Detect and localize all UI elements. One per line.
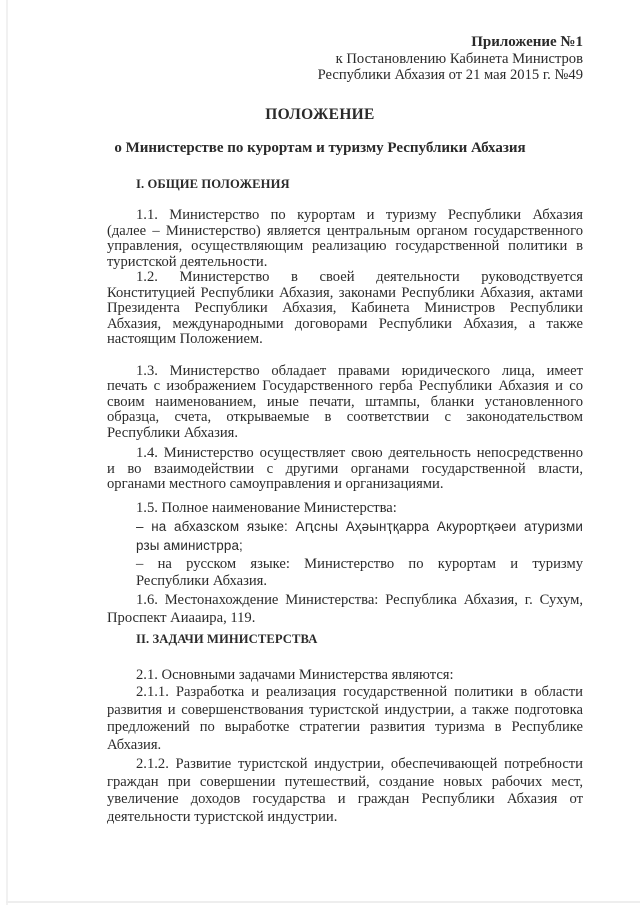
paragraph-line: органами местного самоуправления и организациями.: [107, 476, 444, 492]
paragraph-line: – на русском языке: Министерство по курортам и туризму: [136, 556, 583, 572]
section-heading-tasks: II. ЗАДАЧИ МИНИСТЕРСТВА: [136, 632, 318, 646]
paragraph-line: своим наименованием, иные печати, штампы, бланки установленного: [107, 394, 583, 410]
paragraph-line: Проспект Аиааира, 119.: [107, 610, 256, 626]
paragraph-line: развития и совершенствования туристской индустрии, а также подготовка: [107, 702, 583, 718]
paragraph-line: увеличение доходов государства и граждан Республики Абхазия от: [107, 791, 583, 807]
paragraph-line: 2.1. Основными задачами Министерства являются:: [136, 667, 454, 683]
paragraph-line: Республики Абхазия.: [136, 573, 268, 589]
scan-edge-bottom: [6, 901, 640, 903]
paragraph-line: Абхазия.: [107, 737, 162, 753]
abkhaz-name-line: рзы аминистрра;: [136, 538, 243, 553]
paragraph-line: настоящим Положением.: [107, 331, 263, 347]
paragraph-line: 2.1.2. Развитие туристской индустрии, обеспечивающей потребности: [136, 756, 583, 772]
paragraph-line: Конституцией Республики Абхазия, законами Республики Абхазия, актами: [107, 285, 583, 301]
decree-reference-line-2: Республики Абхазия от 21 мая 2015 г. №49: [317, 67, 583, 83]
paragraph-line: деятельности туристской индустрии.: [107, 809, 338, 825]
paragraph-line: (далее – Министерство) является центральным органом государственного: [107, 223, 583, 239]
decree-reference-line-1: к Постановлению Кабинета Министров: [335, 51, 583, 67]
document-title: ПОЛОЖЕНИЕ: [265, 106, 375, 123]
paragraph-line: 1.1. Министерство по курортам и туризму Республики Абхазия: [136, 207, 583, 223]
paragraph-line: граждан при совершении путешествий, создание новых рабочих мест,: [107, 774, 583, 790]
paragraph-line: образца, счета, открываемые в соответствии с законодательством: [107, 409, 583, 425]
paragraph-line: управления, осуществляющим реализацию государственной политики в: [107, 238, 583, 254]
appendix-label: Приложение №1: [471, 34, 583, 50]
section-heading-general: I. ОБЩИЕ ПОЛОЖЕНИЯ: [136, 177, 290, 191]
scan-edge-left: [6, 0, 8, 905]
paragraph-line: Президента Республики Абхазия, Кабинета Министров Республики: [107, 300, 583, 316]
paragraph-line: 1.6. Местонахождение Министерства: Республика Абхазия, г. Сухум,: [136, 592, 583, 608]
paragraph-line: 1.2. Министерство в своей деятельности руководствуется: [136, 269, 583, 285]
paragraph-line: 1.4. Министерство осуществляет свою деятельность непосредственно: [136, 445, 583, 461]
paragraph-line: 1.3. Министерство обладает правами юридического лица, имеет: [136, 363, 583, 379]
paragraph-line: печать с изображением Государственного герба Республики Абхазия и со: [107, 378, 583, 394]
paragraph-line: и во взаимодействии с другими органами государственной власти,: [107, 461, 583, 477]
paragraph-line: предложений по выработке стратегии развития туризма в Республике: [107, 719, 583, 735]
paragraph-line: 2.1.1. Разработка и реализация государственной политики в области: [136, 684, 583, 700]
paragraph-line: Республики Абхазия.: [107, 425, 239, 441]
paragraph-line: Абхазия, международными договорами Республики Абхазия, а также: [107, 316, 583, 332]
document-subtitle: о Министерстве по курортам и туризму Республики Абхазия: [114, 140, 526, 156]
paragraph-line: 1.5. Полное наименование Министерства:: [136, 500, 397, 516]
paragraph-line: туристской деятельности.: [107, 254, 268, 270]
abkhaz-name-line: – на абхазском языке: Аԥсны Аҳәынҭқарра Акурортқәеи атуризми: [136, 519, 583, 534]
